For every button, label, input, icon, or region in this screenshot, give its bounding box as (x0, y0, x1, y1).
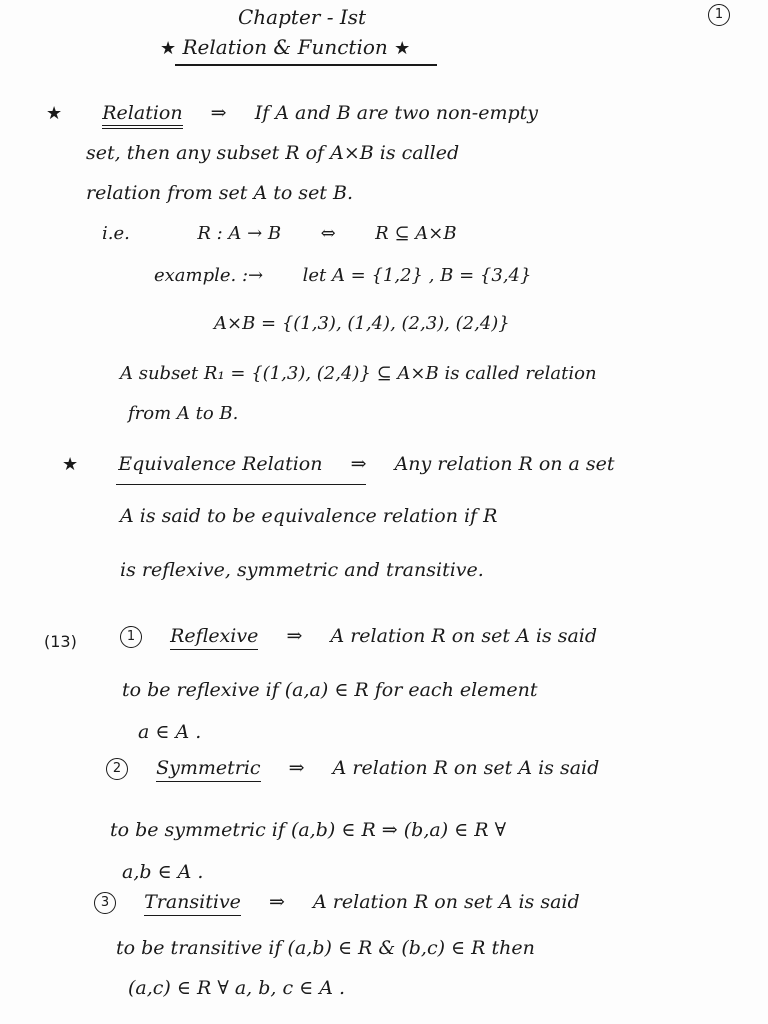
page-title: Relation & Function (182, 35, 388, 59)
subset-example: from A to B. (128, 403, 239, 424)
equivalence-term: Equivalence Relation (118, 453, 323, 475)
page-number: 1 (708, 4, 730, 26)
arrow-icon: ⇒ (350, 453, 367, 475)
page-title-row (160, 36, 410, 59)
transitive-definition: (a,c) ∈ R ∀ a, b, c ∈ A . (128, 977, 346, 999)
symmetric-heading-row (106, 758, 599, 780)
star-icon: ★ (394, 38, 411, 59)
equivalence-heading-row (62, 454, 615, 475)
star-icon: ★ (46, 103, 63, 124)
reflexive-heading-row (120, 626, 597, 648)
subset-notation: R ⊆ A×B (375, 223, 457, 244)
reflexive-definition: a ∈ A . (138, 721, 202, 743)
star-icon: ★ (62, 454, 79, 475)
example-label: example. :→ (154, 265, 264, 286)
item-number: 2 (106, 758, 128, 780)
arrow-icon: ⇒ (269, 891, 285, 913)
cartesian-product: A×B = {(1,3), (1,4), (2,3), (2,4)} (214, 313, 510, 334)
ie-row (102, 224, 457, 244)
equivalence-underline (116, 484, 366, 485)
equivalence-definition: Any relation R on a set (394, 453, 615, 475)
equivalence-definition: is reflexive, symmetric and transitive. (120, 559, 484, 581)
transitive-definition: A relation R on set A is said (313, 891, 580, 913)
equivalence-definition: A is said to be equivalence relation if R (120, 505, 498, 527)
example-row (154, 266, 531, 286)
item-number: 3 (94, 892, 116, 914)
reflexive-term: Reflexive (170, 625, 258, 650)
relation-definition: relation from set A to set B. (86, 182, 353, 204)
example-sets: let A = {1,2} , B = {3,4} (302, 265, 532, 286)
margin-mark: (13) (44, 632, 77, 651)
transitive-definition: to be transitive if (a,b) ∈ R & (b,c) ∈ R then (116, 937, 535, 959)
relation-definition: If A and B are two non-empty (254, 102, 538, 124)
symmetric-definition: A relation R on set A is said (332, 757, 600, 779)
subset-example: A subset R₁ = {(1,3), (2,4)} ⊆ A×B is called relation (120, 363, 597, 384)
reflexive-definition: to be reflexive if (a,a) ∈ R for each element (122, 679, 538, 701)
title-divider (175, 64, 437, 66)
page-number-badge (708, 4, 730, 26)
transitive-heading-row (94, 892, 580, 914)
symmetric-definition: a,b ∈ A . (122, 861, 204, 883)
item-number: 1 (120, 626, 142, 648)
transitive-term: Transitive (144, 891, 241, 916)
iff-icon: ⇔ (320, 223, 336, 244)
symmetric-definition: to be symmetric if (a,b) ∈ R ⇒ (b,a) ∈ R ∀ (110, 819, 507, 841)
chapter-heading: Chapter - Ist (238, 5, 367, 29)
arrow-icon: ⇒ (210, 102, 227, 124)
arrow-icon: ⇒ (286, 625, 303, 647)
arrow-icon: ⇒ (288, 757, 305, 779)
symmetric-term: Symmetric (156, 757, 260, 782)
relation-heading-row (46, 103, 538, 124)
ie-label: i.e. (102, 223, 130, 244)
star-icon: ★ (160, 38, 177, 59)
relation-term: Relation (102, 102, 182, 129)
reflexive-definition: A relation R on set A is said (330, 625, 598, 647)
relation-notation: R : A → B (197, 223, 282, 244)
relation-definition: set, then any subset R of A×B is called (86, 142, 460, 164)
